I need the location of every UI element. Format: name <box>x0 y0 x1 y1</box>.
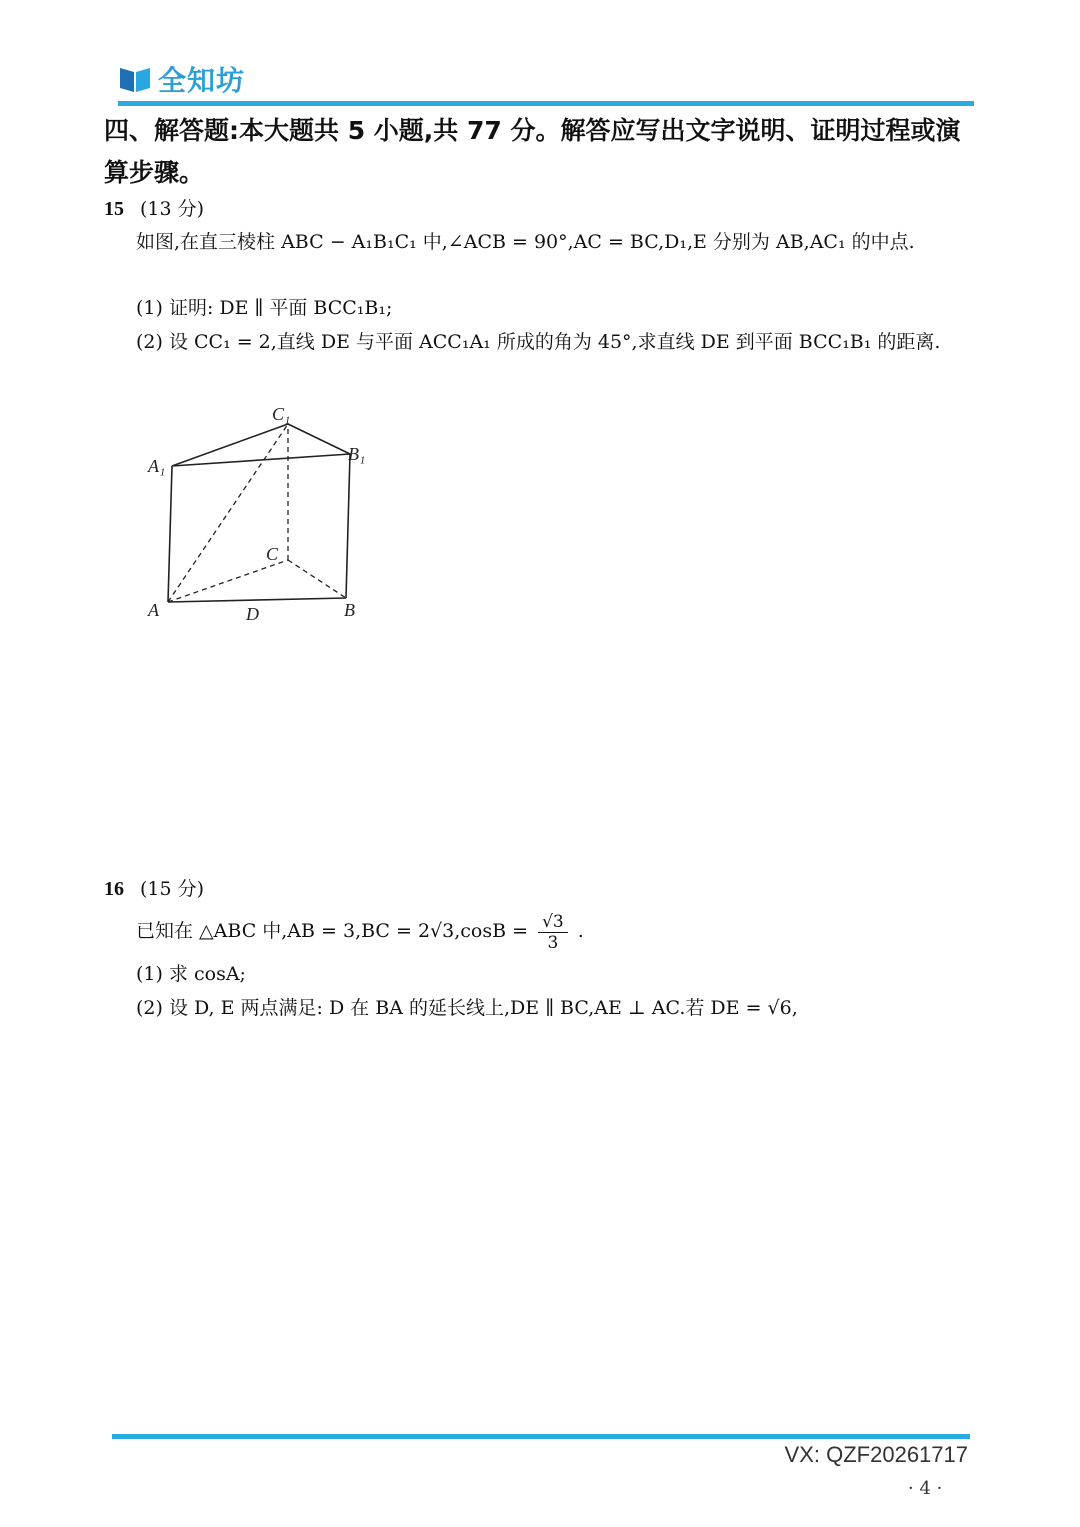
question-16-part2: (2) 设 D, E 两点满足: D 在 BA 的延长线上,DE ∥ BC,AE ⊥ AC.若 DE = √6, <box>136 997 798 1019</box>
question-15-part1: (1) 证明: DE ∥ 平面 BCC₁B₁; <box>136 297 393 319</box>
fraction-numerator: √3 <box>538 912 568 933</box>
label-a: A <box>148 600 159 620</box>
book-icon <box>118 64 152 94</box>
footer-contact: VX: QZF20261717 <box>784 1442 968 1467</box>
logo-text: 全知坊 <box>158 64 246 97</box>
question-16-part1: (1) 求 cosA; <box>136 963 246 985</box>
edge-a-c <box>168 560 288 602</box>
label-a1: A₁ <box>148 456 166 476</box>
page-number: · 4 · <box>908 1478 943 1499</box>
label-b1: B₁ <box>348 444 366 464</box>
label-c: C <box>266 544 279 564</box>
label-b: B <box>344 600 355 620</box>
question-16-header <box>104 874 204 901</box>
section-title: 四、解答题:本大题共 5 小题,共 77 分。解答应写出文字说明、证明过程或演算步骤。 <box>104 116 961 187</box>
question-16-stem <box>136 910 982 953</box>
question-points: (15 分) <box>140 878 205 900</box>
stem-end: . <box>577 920 584 942</box>
question-15-stem: 如图,在直三棱柱 ABC − A₁B₁C₁ 中,∠ACB = 90°,AC = BC,D₁,E 分别为 AB,AC₁ 的中点. <box>136 231 915 253</box>
stem-text: 已知在 △ABC 中,AB = 3,BC = 2√3,cosB = <box>136 920 529 942</box>
footer-rule <box>112 1434 970 1439</box>
edge-b-b1 <box>346 454 350 598</box>
question-15-part2: (2) 设 CC₁ = 2,直线 DE 与平面 ACC₁A₁ 所成的角为 45°,求直线 DE 到平面 BCC₁B₁ 的距离. <box>136 331 941 353</box>
question-number: 15 <box>104 198 124 220</box>
fraction-denominator: 3 <box>547 932 559 953</box>
segment-a-c1 <box>168 424 288 602</box>
question-points: (13 分) <box>140 198 205 220</box>
edge-c1-b1 <box>288 424 350 454</box>
label-c1: C₁ <box>272 404 291 424</box>
fraction <box>538 912 568 953</box>
question-number: 16 <box>104 878 124 900</box>
question-15-header <box>104 194 204 221</box>
edge-a-a1 <box>168 466 172 602</box>
edge-c-b <box>288 560 346 598</box>
prism-figure <box>138 400 378 632</box>
header-rule <box>118 101 974 106</box>
edge-a-b <box>168 598 346 602</box>
logo <box>118 62 245 96</box>
label-d: D <box>246 604 259 624</box>
